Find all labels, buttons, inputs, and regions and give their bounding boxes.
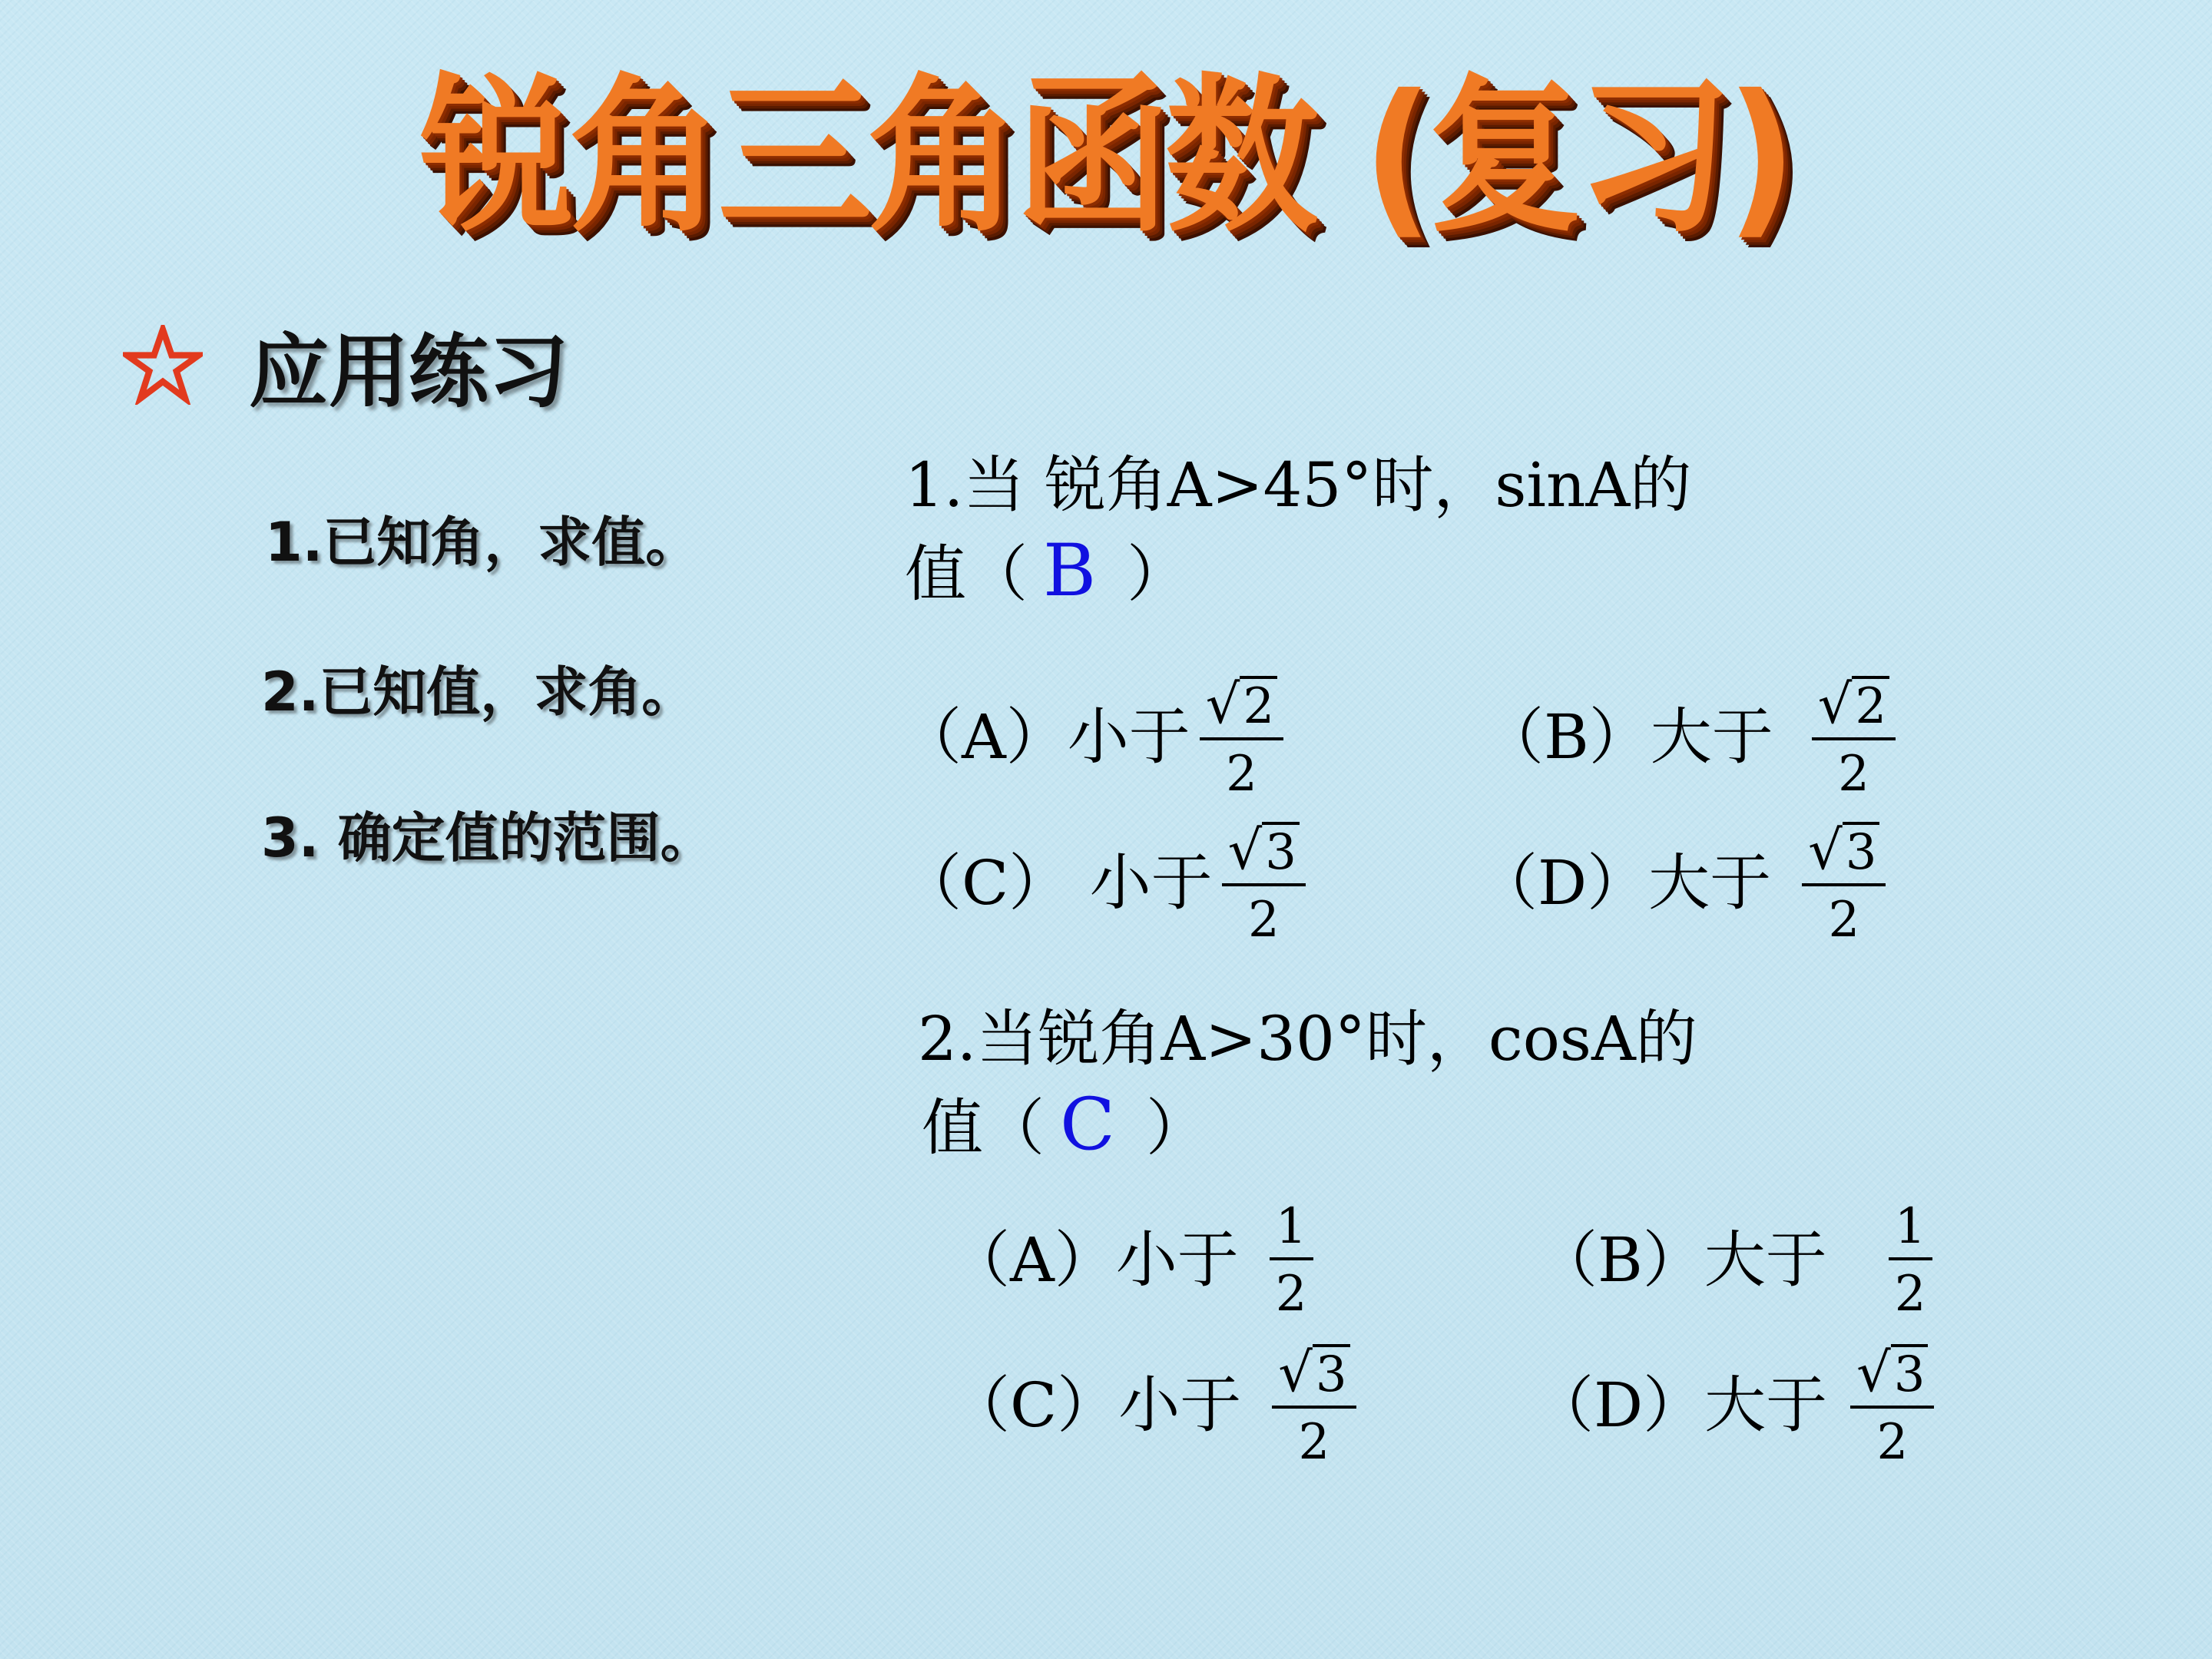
q1-option-b-label: （B）大于 — [1482, 701, 1773, 773]
q1-option-c — [900, 819, 1306, 949]
q1-option-d — [1476, 819, 1886, 949]
q2-option-a-den: 2 — [1275, 1266, 1307, 1323]
q1-option-d-radicand: 3 — [1843, 822, 1880, 877]
q2-option-d-den: 2 — [1876, 1414, 1909, 1471]
outline-item-3: 3. 确定值的范围。 — [261, 806, 714, 869]
q2-option-c — [949, 1341, 1356, 1471]
q2-stem: 2.当锐角A>30°时，cosA的 — [918, 1003, 1697, 1075]
q2-answer: C — [1060, 1083, 1115, 1167]
q1-option-d-den: 2 — [1828, 892, 1860, 949]
q2-option-d-label: （D）大于 — [1532, 1369, 1828, 1441]
q1-option-a — [900, 673, 1283, 803]
q2-option-a-num: 1 — [1275, 1198, 1307, 1255]
q2-option-c-label: （C）小于 — [949, 1369, 1242, 1441]
q2-option-a-fraction — [1270, 1198, 1313, 1323]
q2-option-b-den: 2 — [1894, 1266, 1926, 1323]
q2-option-a-label: （A）小于 — [949, 1224, 1239, 1296]
q1-option-d-label: （D）大于 — [1476, 847, 1772, 919]
outline-item-1: 1.已知角，求值。 — [265, 511, 700, 574]
q1-option-b-radicand: 2 — [1852, 676, 1889, 731]
q1-option-d-fraction: √ 3 2 — [1802, 822, 1886, 945]
q1-stem: 1.当 锐角A>45°时，sinA的 — [905, 449, 1692, 521]
q1-answer: B — [1043, 529, 1097, 613]
q2-option-d — [1532, 1341, 1934, 1471]
q1-option-b — [1482, 673, 1896, 803]
q2-value-open: 值（ — [922, 1092, 1045, 1164]
outline-item-2: 2.已知值，求角。 — [261, 661, 696, 724]
q2-option-b-num: 1 — [1894, 1198, 1926, 1255]
q1-value-line — [905, 529, 1189, 613]
q1-option-c-label: （C） 小于 — [900, 847, 1213, 919]
q2-option-d-radicand: 3 — [1891, 1344, 1929, 1399]
q2-option-b — [1536, 1198, 1932, 1323]
q2-option-d-fraction: √ 3 2 — [1850, 1344, 1934, 1467]
q1-value-close: ） — [1127, 538, 1189, 610]
q2-value-close: ） — [1145, 1092, 1207, 1164]
q1-option-a-den: 2 — [1226, 746, 1257, 803]
q2-option-b-fraction — [1889, 1198, 1932, 1323]
star-outline-icon — [123, 325, 203, 405]
q1-option-a-radicand: 2 — [1240, 676, 1277, 731]
q1-option-a-fraction: √ 2 2 — [1200, 676, 1283, 799]
q2-option-a — [949, 1198, 1313, 1323]
q1-option-b-fraction: √ 2 2 — [1812, 676, 1896, 799]
q1-option-c-den: 2 — [1247, 892, 1280, 949]
q1-option-b-den: 2 — [1838, 746, 1869, 803]
section-heading — [123, 307, 568, 422]
q2-option-b-label: （B）大于 — [1536, 1224, 1827, 1296]
q1-value-open: 值（ — [905, 538, 1028, 610]
section-title: 应用练习 — [249, 325, 569, 419]
slide-title: 锐角三角函数 (复习) — [419, 58, 1793, 256]
q2-option-c-radicand: 3 — [1313, 1344, 1350, 1399]
q2-option-c-den: 2 — [1298, 1414, 1330, 1471]
q1-option-c-radicand: 3 — [1262, 822, 1300, 877]
q1-option-a-label: （A）小于 — [900, 701, 1190, 773]
q2-value-line — [922, 1083, 1207, 1167]
q1-option-c-fraction: √ 3 2 — [1222, 822, 1306, 945]
q2-option-c-fraction: √ 3 2 — [1272, 1344, 1356, 1467]
